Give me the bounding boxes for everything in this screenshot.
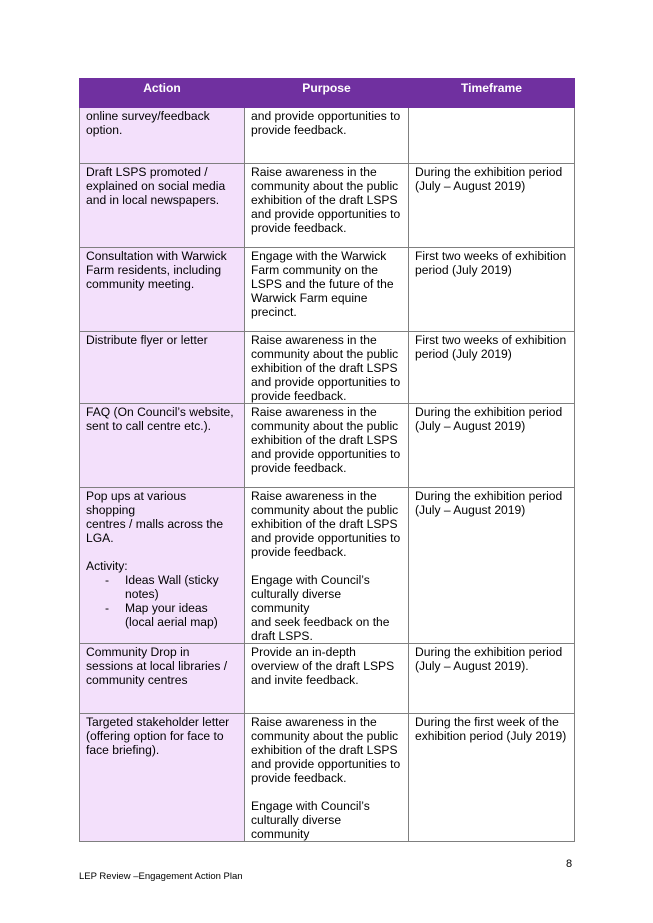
footer-title: LEP Review –Engagement Action Plan bbox=[79, 871, 243, 882]
purpose-cell: Raise awareness in the community about the public exhibition of the draft LSPS and provide opportunities to provide feedback. bbox=[245, 404, 409, 488]
timeframe-cell: During the exhibition period (July – August 2019). bbox=[409, 644, 575, 714]
timeframe-cell: First two weeks of exhibition period (July 2019) bbox=[409, 332, 575, 404]
purpose-cell bbox=[245, 714, 409, 842]
action-cell: Consultation with Warwick Farm residents, including community meeting. bbox=[80, 248, 245, 332]
purpose-extra-text: Engage with Council’s culturally diverse community bbox=[251, 799, 370, 841]
action-cell: FAQ (On Council’s website, sent to call centre etc.). bbox=[80, 404, 245, 488]
header-timeframe: Timeframe bbox=[409, 79, 575, 108]
timeframe-cell: During the exhibition period (July – August 2019) bbox=[409, 488, 575, 644]
table-row bbox=[80, 164, 575, 248]
table-row bbox=[80, 644, 575, 714]
action-cell bbox=[80, 488, 245, 644]
header-action: Action bbox=[80, 79, 245, 108]
timeframe-cell: During the first week of the exhibition period (July 2019) bbox=[409, 714, 575, 842]
action-cell: online survey/feedback option. bbox=[80, 108, 245, 164]
purpose-cell bbox=[245, 488, 409, 644]
action-cell: Distribute flyer or letter bbox=[80, 332, 245, 404]
action-text: Pop ups at various shopping centres / malls across the LGA. bbox=[86, 489, 224, 545]
purpose-text: Raise awareness in the community about the public exhibition of the draft LSPS and provide opportunities to provide feedback. bbox=[251, 489, 401, 559]
action-cell: Community Drop in sessions at local libraries / community centres bbox=[80, 644, 245, 714]
table-row bbox=[80, 108, 575, 164]
timeframe-cell: During the exhibition period (July – August 2019) bbox=[409, 404, 575, 488]
purpose-extra-text: Engage with Council’s culturally diverse community and seek feedback on the draft LSPS. bbox=[251, 573, 390, 643]
page-number: 8 bbox=[566, 858, 573, 870]
header-purpose: Purpose bbox=[245, 79, 409, 108]
table-row bbox=[80, 714, 575, 842]
table-row bbox=[80, 404, 575, 488]
table-row bbox=[80, 332, 575, 404]
timeframe-cell: First two weeks of exhibition period (July 2019) bbox=[409, 248, 575, 332]
action-cell: Targeted stakeholder letter (offering option for face to face briefing). bbox=[80, 714, 245, 842]
table-row bbox=[80, 248, 575, 332]
activity-list bbox=[86, 573, 238, 629]
timeframe-cell: During the exhibition period (July – August 2019) bbox=[409, 164, 575, 248]
list-item: - Ideas Wall (sticky notes) bbox=[105, 573, 238, 601]
purpose-cell: Engage with the Warwick Farm community on the LSPS and the future of the Warwick Farm equine precinct. bbox=[245, 248, 409, 332]
purpose-cell: Raise awareness in the community about the public exhibition of the draft LSPS and provide opportunities to provide feedback. bbox=[245, 164, 409, 248]
table-row bbox=[80, 488, 575, 644]
purpose-cell: and provide opportunities to provide feedback. bbox=[245, 108, 409, 164]
list-item: - Map your ideas (local aerial map) bbox=[105, 601, 238, 629]
activity-label: Activity: bbox=[86, 559, 128, 573]
purpose-cell: Raise awareness in the community about the public exhibition of the draft LSPS and provide opportunities to provide feedback. bbox=[245, 332, 409, 404]
table-header-row bbox=[80, 79, 575, 108]
purpose-text: Raise awareness in the community about the public exhibition of the draft LSPS and provide opportunities to provide feedback. bbox=[251, 715, 401, 785]
purpose-cell: Provide an in-depth overview of the draft LSPS and invite feedback. bbox=[245, 644, 409, 714]
action-cell: Draft LSPS promoted / explained on social media and in local newspapers. bbox=[80, 164, 245, 248]
engagement-action-table bbox=[79, 78, 575, 842]
timeframe-cell bbox=[409, 108, 575, 164]
